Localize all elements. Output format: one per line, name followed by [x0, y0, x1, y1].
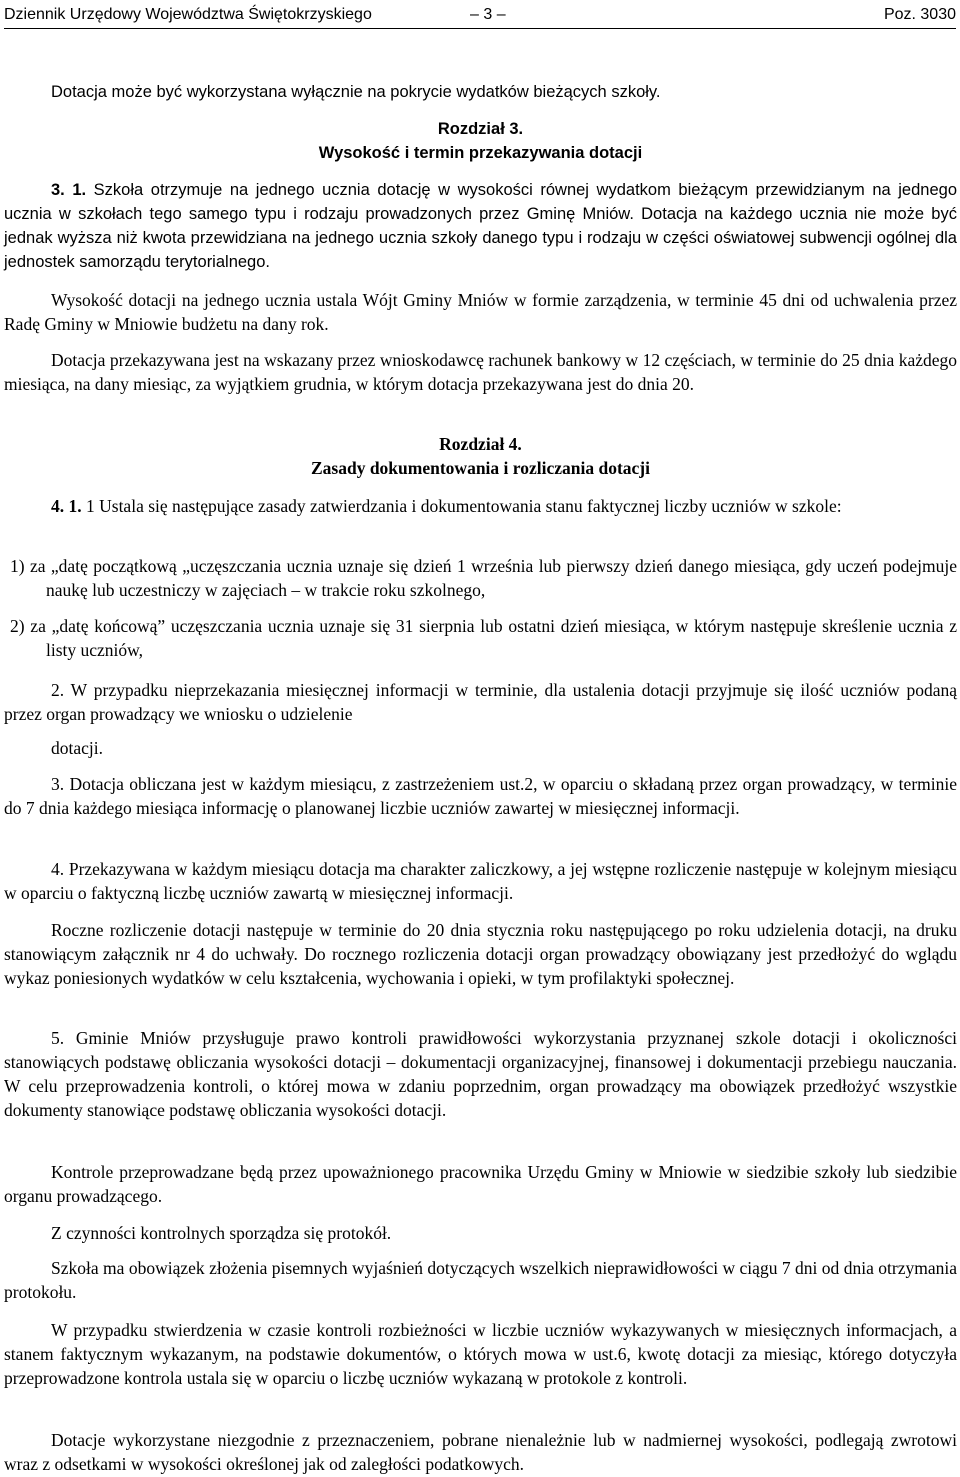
paragraph-purpose: Dotacja może być wykorzystana wyłącznie na pokrycie wydatków bieżących szkoły. [51, 83, 661, 101]
paragraph-2-continuation: dotacji. [51, 738, 103, 758]
chapter-4-title: Zasady dokumentowania i rozliczania dotacji [310, 458, 650, 478]
paragraph-2: 2. W przypadku nieprzekazania miesięcznej informacji w terminie, dla ustalenia dotacji przyjmuje się ilość uczniów podaną przez organ prowadzący we wniosku o udzielenie [4, 680, 957, 724]
position-number: Poz. 3030 [883, 6, 956, 23]
section-4-paragraph [4, 494, 957, 518]
paragraph-transfer-terms: Dotacja przekazywana jest na wskazany przez wnioskodawcę rachunek bankowy w 12 częściach, w terminie do 25 dnia każdego miesiąca, na dany miesiąc, za wyjątkiem grudnia, w którym dotacja przekazywana jest do dnia 20. [4, 350, 957, 394]
paragraph-inspections: Kontrole przeprowadzane będą przez upoważnionego pracownika Urzędu Gminy w Mniowie w siedzibie szkoły lub siedzibie organu prowadzącego. [4, 1162, 957, 1206]
chapter-3-title: Wysokość i termin przekazywania dotacji [318, 144, 643, 162]
chapter-3-heading: Rozdział 3. [437, 120, 524, 138]
paragraph-amount-setting: Wysokość dotacji na jednego ucznia ustala Wójt Gminy Mniów w formie zarządzenia, w terminie 45 dni od uchwalenia przez Radę Gminy w Mniowie budżetu na dany rok. [4, 290, 957, 334]
journal-title: Dziennik Urzędowy Województwa Świętokrzyskiego [4, 6, 372, 23]
list-item-end-date: 2) za „datę końcową” uczęszczania ucznia uznaje się 31 sierpnia lub ostatni dzień miesiąca, w którym następuje skreślenie ucznia z listy uczniów, [10, 616, 957, 660]
list-item-start-date: 1) za „datę początkową „uczęszczania ucznia uznaje się dzień 1 września lub pierwszy dzień danego miesiąca, gdy uczeń podejmuje naukę lub uczestniczy w zajęciach – w trakcie roku szkolnego, [10, 556, 957, 600]
section-3-paragraph [4, 178, 957, 274]
paragraph-discrepancy: W przypadku stwierdzenia w czasie kontroli rozbieżności w liczbie uczniów wykazywanych w miesięcznych informacjach, a stanem faktycznym wykazanym, na podstawie dokumentów, o których mowa w ust.6, kwotę dotacji za miesiąc, którego dotyczyła przeprowadzone kontrola ustala się w oparciu o liczbę uczniów wykazaną w protokole z kontroli. [4, 1320, 957, 1388]
page-number: – 3 – [470, 6, 506, 23]
paragraph-5: 5. Gminie Mniów przysługuje prawo kontroli prawidłowości wykorzystania przyznanej szkole dotacji i okoliczności stanowiących podstawę obliczania wysokości dotacji – dokumentacji organizacyjnej, finansowej i dokumentacji przebiegu nauczania. W celu przeprowadzenia kontroli, o której mowa w zdaniu poprzednim, organ prowadzący ma obowiązek przedłożyć wszystkie dokumenty stanowiące podstawę obliczania wysokości dotacji. [4, 1028, 957, 1120]
paragraph-annual-settlement: Roczne rozliczenie dotacji następuje w terminie do 20 dnia stycznia roku następującego po roku udzielenia dotacji, na druku stanowiącym załącznik nr 4 do uchwały. Do rocznego rozliczenia dotacji organ prowadzący obowiązany jest przedłożyć do wglądu wykaz poniesionych wydatków w celu kształcenia, wychowania i opieki, w tym profilaktyki społecznej. [4, 920, 957, 988]
paragraph-3: 3. Dotacja obliczana jest w każdym miesiącu, z zastrzeżeniem ust.2, w oparciu o składaną przez organ prowadzący, w terminie do 7 dnia każdego miesiąca informację o planowanej liczbie uczniów zawartej w miesięcznej informacji. [4, 774, 957, 818]
section-4-number: 4. 1. [51, 496, 82, 516]
section-3-text: Szkoła otrzymuje na jednego ucznia dotację w wysokości równej wydatkom bieżącym przewidzianym na jednego ucznia w szkołach tego samego typu i rodzaju prowadzonych przez Gminę Mniów. Dotacja na każdego ucznia nie może być jednak wyższa niż kwota przewidziana na jednego ucznia szkoły danego typu i rodzaju w części oświatowej subwencji ogólnej dla jednostek samorządu terytorialnego. [4, 181, 957, 271]
section-4-text: 1 Ustala się następujące zasady zatwierdzania i dokumentowania stanu faktycznej liczby uczniów w szkole: [86, 496, 842, 516]
section-3-number: 3. 1. [51, 181, 87, 199]
paragraph-school-explanations: Szkoła ma obowiązek złożenia pisemnych wyjaśnień dotyczących wszelkich nieprawidłowości w ciągu 7 dni od dnia otrzymania protokołu. [4, 1258, 957, 1302]
chapter-4-heading: Rozdział 4. [439, 434, 522, 454]
paragraph-4: 4. Przekazywana w każdym miesiącu dotacja ma charakter zaliczkowy, a jej wstępne rozliczenie następuje w kolejnym miesiącu w oparciu o faktyczną liczbę uczniów zawartą w miesięcznej informacji. [4, 859, 957, 903]
page-header [4, 2, 956, 29]
paragraph-refund: Dotacje wykorzystane niezgodnie z przeznaczeniem, pobrane nienależnie lub w nadmiernej wysokości, podlegają zwrotowi wraz z odsetkami w wysokości określonej jak od zaległości podatkowych. [4, 1430, 957, 1474]
paragraph-protocol: Z czynności kontrolnych sporządza się protokół. [51, 1223, 392, 1243]
